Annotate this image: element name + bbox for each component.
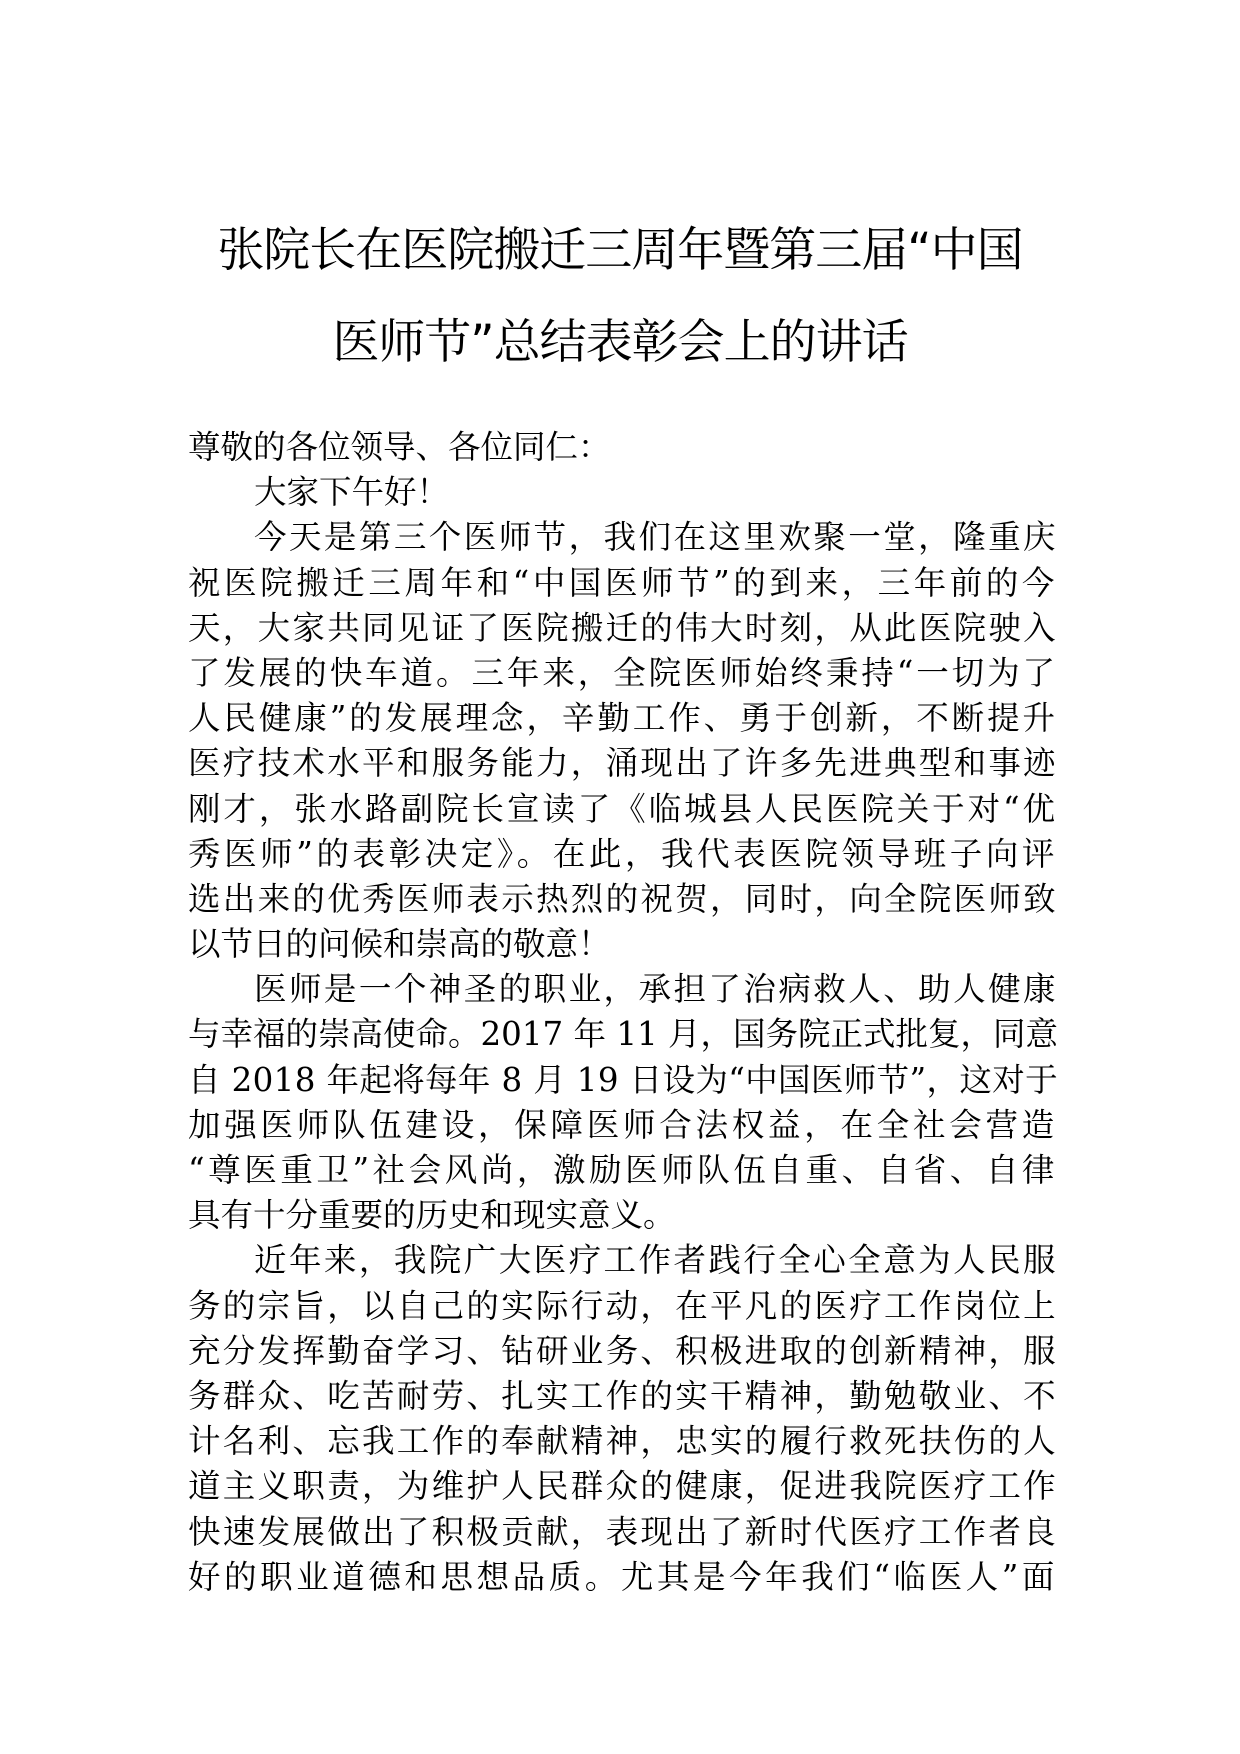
body-line: 了发展的快车道。三年来，全院医师始终秉持“一切为了 [188,653,1058,692]
body-line: 自 2018 年起将每年 8 月 19 日设为“中国医师节”，这对于 [188,1060,1058,1099]
body-line: 道主义职责，为维护人民群众的健康，促进我院医疗工作 [188,1467,1058,1506]
body-line: 务群众、吃苦耐劳、扎实工作的实干精神，勤勉敬业、不 [188,1376,1058,1415]
body-line: 计名利、忘我工作的奉献精神，忠实的履行救死扶伤的人 [188,1422,1058,1461]
body-line: 加强医师队伍建设，保障医师合法权益，在全社会营造 [188,1105,1058,1144]
body-line: 秀医师”的表彰决定》。在此，我代表医院领导班子向评 [188,834,1058,873]
body-line: 以节日的问候和崇高的敬意！ [188,925,611,964]
body-line: 选出来的优秀医师表示热烈的祝贺，同时，向全院医师致 [188,879,1058,918]
body-line: 近年来，我院广大医疗工作者践行全心全意为人民服 [254,1241,1058,1280]
body-line: 祝医院搬迁三周年和“中国医师节”的到来，三年前的今 [188,563,1058,602]
title-line: 医师节”总结表彰会上的讲话 [332,315,908,370]
body-line: 天，大家共同见证了医院搬迁的伟大时刻，从此医院驶入 [188,608,1058,647]
body-line: “尊医重卫”社会风尚，激励医师队伍自重、自省、自律 [188,1151,1058,1189]
body-line: 与幸福的崇高使命。2017 年 11 月，国务院正式批复，同意 [188,1015,1058,1054]
body-line: 医疗技术水平和服务能力，涌现出了许多先进典型和事迹 [188,744,1058,783]
document-body [188,425,1058,1600]
document-title [160,205,1080,389]
body-line: 充分发挥勤奋学习、钻研业务、积极进取的创新精神，服 [188,1331,1058,1370]
body-line: 好的职业道德和思想品质。尤其是今年我们“临医人”面 [188,1557,1058,1596]
body-line: 快速发展做出了积极贡献，表现出了新时代医疗工作者良 [188,1512,1058,1551]
title-line: 张院长在医院搬迁三周年暨第三届“中国 [217,223,1023,278]
body-line: 今天是第三个医师节，我们在这里欢聚一堂，隆重庆 [254,518,1058,557]
body-line: 务的宗旨，以自己的实际行动，在平凡的医疗工作岗位上 [188,1286,1058,1325]
body-line: 具有十分重要的历史和现实意义。 [188,1196,676,1235]
greeting-line: 大家下午好！ [254,473,450,512]
body-line: 医师是一个神圣的职业，承担了治病救人、助人健康 [254,970,1058,1009]
body-line: 人民健康”的发展理念，辛勤工作、勇于创新，不断提升 [188,699,1058,738]
salutation: 尊敬的各位领导、各位同仁： [188,428,611,466]
body-line: 刚才，张水路副院长宣读了《临城县人民医院关于对“优 [188,789,1058,828]
